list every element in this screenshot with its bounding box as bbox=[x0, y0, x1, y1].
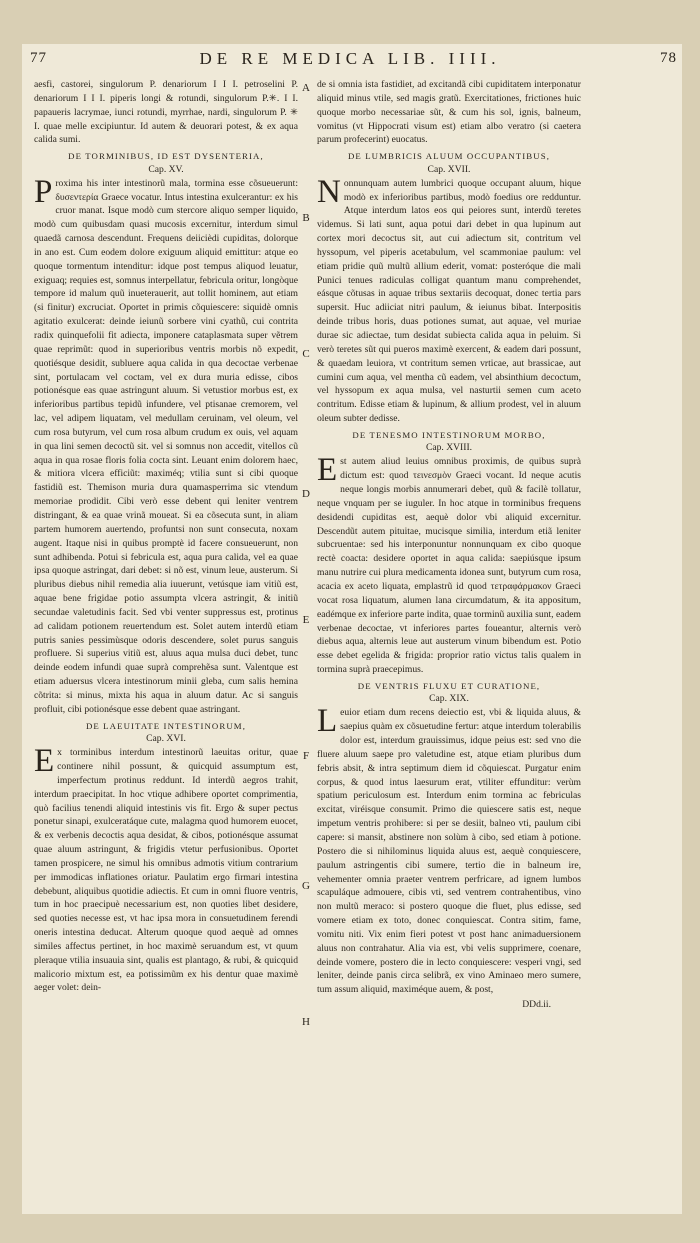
margin-marker-d: D bbox=[302, 488, 310, 500]
section-body-tenesmus bbox=[317, 452, 581, 677]
margin-marker-f: F bbox=[302, 750, 310, 762]
page-number-left: 77 bbox=[30, 50, 47, 66]
section-heading-laevitas: DE LAEUITATE INTESTINORUM, bbox=[85, 720, 247, 731]
chapter-label-16: Cap. XVI. bbox=[146, 733, 186, 745]
right-column bbox=[317, 78, 581, 1012]
left-intro-paragraph: aesfi, castorei, singulorum P. denariorum I I I. petroselini P. denariorum I I I. piperis longi & rotundi, singulorum P.✳. I I. papaueris lacrymae, iunci rotundi, myrrhae, nardi, singulorum P. ✳ I. quae melle excipiuntur. Id autem & deuorari potest, & ex aqua calida sumi. bbox=[34, 79, 298, 146]
section-heading-fluxus: DE VENTRIS FLUXU ET CURATIONE, bbox=[357, 680, 541, 691]
chapter-label-15: Cap. XV. bbox=[148, 163, 184, 175]
chapter-label-19: Cap. XIX. bbox=[429, 693, 469, 705]
section-text: roxima his inter intestinorũ mala, tormina esse cõsueuerunt: δυσεντερία Graece vocatur. Intus intestina exulcerantur: ex his cruor manat. Isque modò cum stercore aliquo semper liquido, modò cum quibusdam quasi mucosis excernitur, interdum simul quaedã carnosa descendunt. Frequens deiicièdi cupiditas, dolorque in ano est. Cum eodem dolore exiguum aliquid emittitur: atque eo quoque tormentum intenditur: idque post tempus aliquod leuatur, exiguaq; requies est, somnus interpellatur, febricula oritur, longòque tempore id malum quũ inueterauerit, aut tollit hominem, aut etiam (si finitur) excruciat. Oportet in primis cõquiescere: siquidè omnis agitatio exulcerat: deinde ieiunũ sorbere vini cyathũ, cui contrita radix quinquefolii fit adiecta, imponere cataplasmata super vẽtrem quae reprimũt: quod in superioribus ventris morbis nõ expedit, quotiésque desidit, subluere aqua calida in qua decoctae verbenae sint, portulacam vel coctam, vel ex dura muria edisse, cibos potionésque eas quae astringunt aluum. Si vetustior morbus est, ex inferioribus partibus tepidũ infundere, vel ptisanae cremorem, vel lac, vel adipem liquatam, vel medullam ceruinam, vel oleum, vel cum rosa butyrum, vel cum rosa album crudum ex ouis, vel aquam in qua lini semen decoctũ sit. vel si somnus non accedit, vitellos cũ aqua in qua rosae floris folia cocta sint. Leuant enim dolorem haec, & mitiora vlcera efficiũt: maximéq; vtilia sunt si cibi quoque fastidiũ est. Themison muria dura quamasperrima sic vtendum memoriae prodidit. Cibi verò esse debent qui leniter ventrem distringant, & ea quae vrinã moueat. Si ea cõsecuta sunt, in aliam partem humorem auertendo, profuntsi non sunt consecuta, noxam augent. Itaque nisi in quibus promptè id facere consueuerunt, non sunt adhibenda. Potui si febricula est, aqua pura calida, vel ea quae ipsa quoque astringat, dari debet: si nõ est, vinum leue, austerum. Si pluribus diebus nihil remedia alia iuuerunt, vetúsque iam vitiũ est, aquae bene frigidae potio assumpta vlcera astringit, & initiũ secundae valetudinis facit. Sed vbi venter suppressus est, protinus ad calidam potionem reuertendum est. Solet autem interdũ etiam putris sanies pessimùsque odoris descendere, solet purus sanguis profluere. Si superius vitiũ est, aluus aqua mulsa duci debet, tunc deinde eodem infundi quae suprà comprehẽsa sunt. Valentque est etiam aduersus vlcera intestinorum minii gleba, cum salis hemina cõtrita: si minus, mixta his aqua in aluum datur. Ac si sanguis profluit, cibi potionésque esse debent quae astringant. bbox=[34, 177, 298, 715]
section-heading-lumbrici: DE LUMBRICIS ALUUM OCCUPANTIBUS, bbox=[347, 151, 551, 162]
drop-cap: L bbox=[317, 703, 338, 740]
drop-cap: N bbox=[317, 173, 341, 210]
section-body-fluxus bbox=[317, 703, 581, 997]
drop-cap: P bbox=[34, 173, 53, 210]
section-text: st autem aliud leuius omnibus proximis, de quibus suprà dictum est: quod τεινεσμὸν Graeci vocant. Id neque acutis neque longis morbis annumerari debet, quũ & facilè tollatur, neque vnquam per se iuguler. In hoc atque in torminibus frequens desidendi cupiditas est, aequè dolor vbi aliquid excernitur. Descendũt autem pituitae, mucisque similia, interdum etiã leniter subcruentae: sed his interponuntur nonnunquam ex cibo quoque rectè coacta: desidere oportet in aqua calida: saepiúsque ipsum manu nutrire cui plura medicamenta idonea sunt, butyrum cum rosa, acacia ex aceto liquata, emplastrũ id quod τετραφάρμακον Graeci vocat rosa liquatum, alumen lana circumdatum, & ita appositum, eadémque ex inferiore parte indita, quae torminũ auxilia sunt, eadem verbenae decoctae, vt inferiores partes foueantur, alternis verò diebus aqua, alternis leue aut austerum vinum bibendum est. Potio esse debet egelida & frigida: proprior ratio victus talis qualem in tormina suprà praecepimus. bbox=[317, 456, 581, 676]
margin-marker-g: G bbox=[302, 880, 310, 892]
section-body-laevitas bbox=[34, 743, 298, 995]
section-body-dysentery bbox=[34, 173, 298, 717]
margin-marker-c: C bbox=[302, 348, 310, 360]
drop-cap: E bbox=[317, 452, 338, 489]
chapter-label-17: Cap. XVII. bbox=[427, 163, 471, 175]
drop-cap: E bbox=[34, 743, 55, 780]
section-heading-tenesmus: DE TENESMO INTESTINORUM MORBO, bbox=[352, 429, 546, 440]
margin-marker-e: E bbox=[302, 614, 310, 626]
left-column bbox=[34, 78, 298, 995]
right-intro-paragraph: de si omnia ista fastidiet, ad excitandã cibi cupiditatem interponatur aliquid minus vtile, sed magis gratũ. Exercitationes, frictiones huic quoque morbo necessariae sũt, & cum his sol, ignis, balneum, vomitus (vt Hippocrati visum est) etiam albo veratro (si caetera parum profecerint) euocatus. bbox=[317, 79, 581, 146]
margin-marker-a: A bbox=[302, 82, 310, 94]
running-head: DE RE MEDICA LIB. IIII. bbox=[199, 49, 501, 68]
section-text: x torminibus interdum intestinorũ laeuitas oritur, quae continere nihil possunt, & quicquid assumptum est, imperfectum protinus reddunt. Id interdũ aegros trahit, interdum praecipitat. In hoc vtique adhibere oportet comprimentia, quò facilius tenendi aliquid intestinis vis fit. Ergo & super pectus ponetur sinapi, exulceratáque cute, malagma quod humorem euocet, & ex verbenis decoctis aqua desidat, & cibos, potionésque assumat quae aluum astringunt, & frigidis vtetur perfusionibus. Oportet tamen prospicere, ne simul his omnibus admotis vitium contrarium per immodicas inflationes oriatur. Paulatim ergo firmari intestina debebunt, aliquibus quotidie adiectis. Et cum in omni fluore ventris, tum in hoc praecipuè necessarium est, non quoties libet desidere, sed quoties necesse est, vt hac ipsa mora in consuetudinem ferendi oneris intestina deducat. Alterum quoque quod aequè ad omnes similes affectus pertinet, in hoc maximè seruandum est, vt quum pleraque vtilia insuauia sint, qualis est plantago, & rubi, & quicquid malicorio mixtum est, ea potissimũm ex his dentur quae maximè aeger volet: dein- bbox=[34, 747, 298, 994]
margin-marker-b: B bbox=[302, 212, 310, 224]
signature-mark: DDd.ii. bbox=[522, 999, 551, 1011]
section-text: euior etiam dum recens deiectio est, vbi & liquida aluus, & saepius quàm ex cõsuetudine fertur: atque interdum tolerabilis dolor est, interdum grauissimus, idque peius est: sed vno die fluere aluum saepe pro valetudine est, atque etiam pluribus dum febris absit, & intra septimum diem id cõquiescat. Purgatur enim corpus, & quod intus laesurum erat, vtiliter effunditur: verùm spatium periculosum est. Interdum enim tormina ac febriculas excitat, viréisque consumit. Primo die quiescere satis est, neque impetum ventris prohibere: si per se desiit, balneo vti, paulum cibi capere: si mansit, abstinere non solùm à cibo, sed etiam à potione. Postero die si nihilominus liquida aluus est, aequè conquiescere, paulum astringentis cibi sumere, tertio die in balneum ire, vehementer omnia praeter ventrem perfricare, ad ignem lumbos scapuláque admouere, cibis vti, sed ventrem contrahentibus, vino non multũ meraco: si postero quoque die fluet, plus edisse, sed vomere etiam ex toto, donec conquiescat. Contra sitim, fame, vomitu niti. Vix enim fieri potest vt post hanc animaduersionem aluus non contrahatur. Alia via est, vbi velis supprimere, coenare, deinde vomere, postero die in lecto conquiescere: vesperi vngi, sed leniter, deinde panis circa selibrã, ex vino Aminaeo mero sumere, tum assum aliquid, maximéque auem, & post, bbox=[317, 707, 581, 996]
chapter-label-18: Cap. XVIII. bbox=[425, 442, 473, 454]
section-body-lumbrici bbox=[317, 173, 581, 426]
section-text: onnunquam autem lumbrici quoque occupant aluum, hique modò ex inferioribus partibus, modò foedius ore redduntur. Atque interdum latos eos qui peiores sunt, interdũ teretes videmus. Si lati sunt, aqua potui dari debet in qua lupinum aut cortex mori decoctus sit, aut cui adiectum sit, contritum vel hyssopum, vel piperis acetabulum, vel scammoniae paulum: vel etiam pridie quũ multũ allium ederit, vomat: posteróque die mali Punici tenues radiculas colligat quantum manu comprehendet, eásque cõtusas in aquae tribus sextariis decoquat, donec tertia pars supersit. Huc adiiciat nitri paulum, & ieiunus bibat. Interpositis deinde tribus horis, duas potiones sumat, aut aquae, vel muriae durae sic adiectae, tum desidat subiecta calida aqua in peluim. Si verò teretes sũt qui pueros maximè exercent, & eadem dari possunt, & quaedam leuiora, vt contritum semen vrticae, aut brassicae, aut cumini cum aqua, vel mentha cũ eadem, vel absinthium decoctum, vel hyssopum ex aqua mulsa, vel nasturtii semen cum aceto contritum. Edisse etiam & lupinum, & allium prodest, vel in aluum oleum subter dedisse. bbox=[317, 177, 581, 425]
section-heading-dysentery: DE TORMINIBUS, ID EST DYSENTERIA, bbox=[68, 151, 264, 162]
page-number-right: 78 bbox=[660, 50, 677, 66]
margin-marker-h: H bbox=[302, 1016, 310, 1028]
